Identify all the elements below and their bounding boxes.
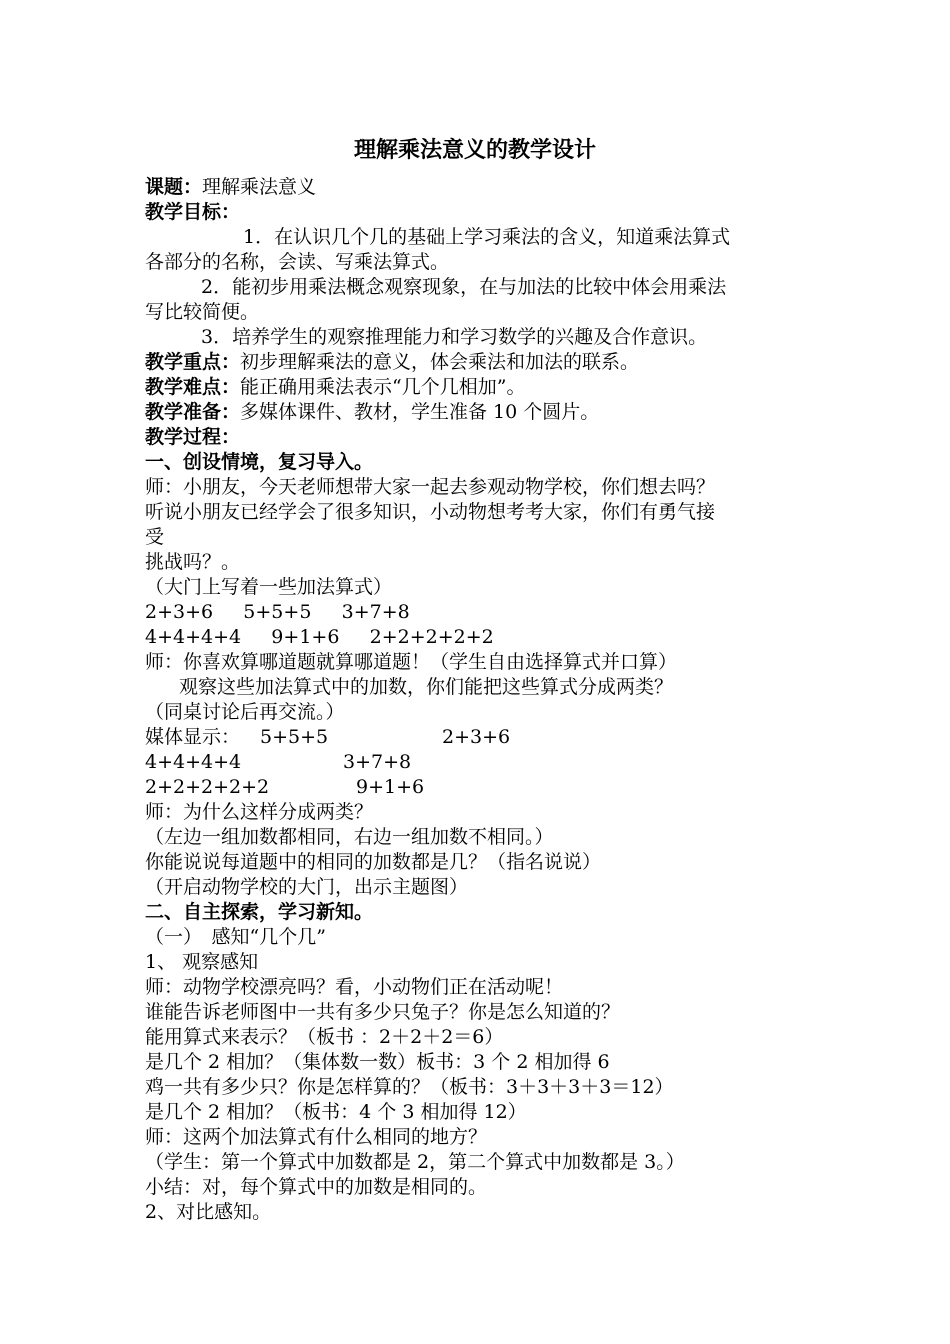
goal-2-line-a: 2．能初步用乘法概念观察现象，在与加法的比较中体会用乘法 — [201, 276, 727, 298]
media-row-1-left: 5+5+5 — [260, 726, 329, 748]
media-row-1 — [145, 725, 815, 750]
section-1-line-11: 师：为什么这样分成两类？ — [145, 801, 374, 823]
section-1-line-13: 你能说说每道题中的相同的加数都是几？（指名说说） — [145, 851, 602, 873]
section-2-line-9: 小结：对，每个算式中的加数是相同的。 — [145, 1176, 488, 1198]
difficulty-line — [145, 375, 815, 400]
goals-label: 教学目标： — [145, 201, 241, 223]
expressions-row-1: 2+3+6 5+5+5 3+7+8 — [145, 601, 410, 623]
section-1-line-9: 观察这些加法算式中的加数，你们能把这些算式分成两类？ — [179, 676, 674, 698]
media-row-3 — [145, 775, 815, 800]
section-2-line-2: 谁能告诉老师图中一共有多少只兔子？你是怎么知道的？ — [145, 1001, 621, 1023]
expressions-row-2: 4+4+4+4 9+1+6 2+2+2+2+2 — [145, 626, 494, 648]
section-1-heading: 一、创设情境，复习导入。 — [145, 451, 374, 473]
section-1-line-3: 受 — [145, 526, 165, 548]
preparation-label: 教学准备： — [145, 401, 241, 423]
process-label: 教学过程： — [145, 426, 241, 448]
section-1-line-10: （同桌讨论后再交流。） — [145, 701, 345, 723]
section-2-line-3: 能用算式来表示？（板书 ：2＋2＋2＝6） — [145, 1026, 504, 1048]
page-title: 理解乘法意义的教学设计 — [353, 137, 596, 163]
goal-1-line-b: 各部分的名称，会读、写乘法算式。 — [145, 251, 450, 273]
preparation-line — [145, 400, 815, 425]
subsection-heading: （一） 感知“几个几” — [145, 926, 326, 948]
section-1-line-1: 师：小朋友，今天老师想带大家一起去参观动物学校，你们想去吗？ — [145, 476, 716, 498]
goal-1-line-a: 1．在认识几个几的基础上学习乘法的含义，知道乘法算式 — [243, 226, 731, 248]
media-row-2-right: 3+7+8 — [343, 751, 412, 773]
section-2-line-4: 是几个 2 相加？（集体数一数）板书：3 个 2 相加得 6 — [145, 1051, 610, 1073]
media-label: 媒体显示： — [145, 726, 241, 748]
topic-line — [145, 175, 815, 200]
goal-3-line: 3．培养学生的观察推理能力和学习数学的兴趣及合作意识。 — [201, 326, 708, 348]
section-1-line-14: （开启动物学校的大门，出示主题图） — [145, 876, 469, 898]
media-row-1-right: 2+3+6 — [442, 726, 511, 748]
preparation-value: 多媒体课件、教材，学生准备 10 个圆片。 — [240, 401, 600, 423]
topic-value: 理解乘法意义 — [202, 176, 317, 198]
topic-label: 课题： — [145, 176, 203, 198]
item-2-heading: 2、对比感知。 — [145, 1201, 272, 1223]
section-1-line-4: 挑战吗？。 — [145, 551, 241, 573]
section-1-line-2: 听说小朋友已经学会了很多知识，小动物想考考大家，你们有勇气接 — [145, 501, 716, 523]
key-point-value: 初步理解乘法的意义，体会乘法和加法的联系。 — [240, 351, 640, 373]
section-2-line-1: 师：动物学校漂亮吗？看，小动物们正在活动呢！ — [145, 976, 564, 998]
section-2-line-5: 鸡一共有多少只？你是怎样算的？（板书：3＋3＋3＋3＝12） — [145, 1076, 674, 1098]
goal-2-line-b: 写比较简便。 — [145, 301, 260, 323]
difficulty-value: 能正确用乘法表示“几个几相加”。 — [240, 376, 526, 398]
section-2-line-8: （学生：第一个算式中加数都是 2，第二个算式中加数都是 3。） — [145, 1151, 685, 1173]
media-row-2-left: 4+4+4+4 — [145, 751, 242, 773]
media-row-2 — [145, 750, 815, 775]
section-1-line-12: （左边一组加数都相同，右边一组加数不相同。） — [145, 826, 554, 848]
section-2-heading: 二、自主探索，学习新知。 — [145, 901, 374, 923]
section-2-line-7: 师：这两个加法算式有什么相同的地方？ — [145, 1126, 488, 1148]
difficulty-label: 教学难点： — [145, 376, 241, 398]
document-page — [145, 135, 815, 1225]
media-row-3-left: 2+2+2+2+2 — [145, 776, 270, 798]
item-1-heading: 1、 观察感知 — [145, 951, 259, 973]
section-1-line-5: （大门上写着一些加法算式） — [145, 576, 393, 598]
key-point-label: 教学重点： — [145, 351, 241, 373]
section-2-line-6: 是几个 2 相加？（板书：4 个 3 相加得 12） — [145, 1101, 527, 1123]
section-1-line-8: 师：你喜欢算哪道题就算哪道题！（学生自由选择算式并口算） — [145, 651, 678, 673]
key-point-line — [145, 350, 815, 375]
media-row-3-right: 9+1+6 — [356, 776, 425, 798]
